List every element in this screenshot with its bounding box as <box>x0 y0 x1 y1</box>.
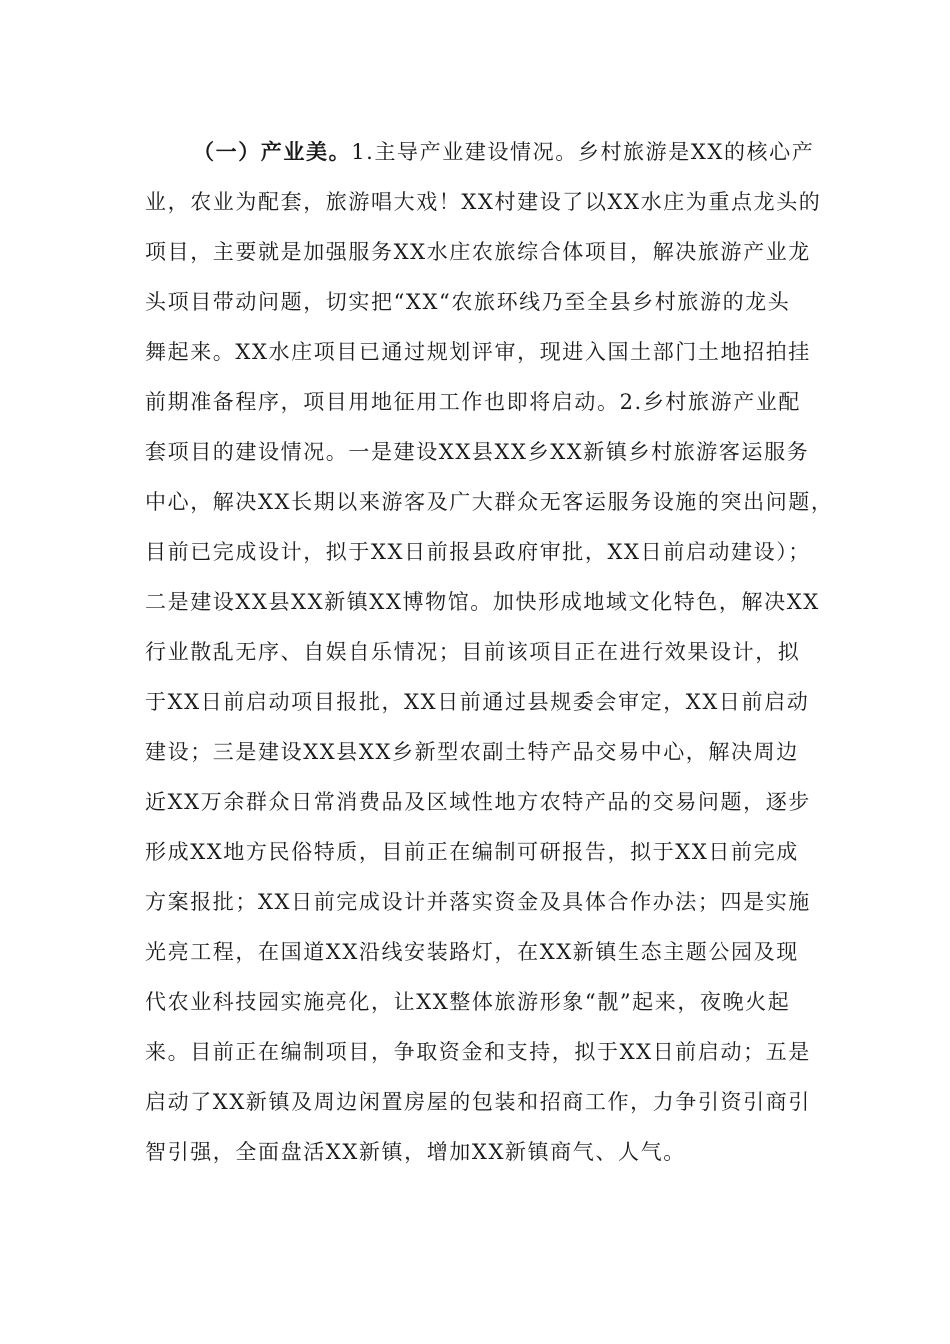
paragraph-line: 业，农业为配套，旅游唱大戏！XX村建设了以XX水庄为重点龙头的 <box>145 190 822 214</box>
paragraph-line: 于XX日前启动项目报批，XX日前通过县规委会审定，XX日前启动 <box>145 690 810 714</box>
paragraph-line: 智引强，全面盘活XX新镇，增加XX新镇商气、人气。 <box>145 1140 686 1164</box>
paragraph-line: 方案报批；XX日前完成设计并落实资金及具体合作办法；四是实施 <box>145 890 811 914</box>
paragraph-line: 目前已完成设计，拟于XX日前报县政府审批，XX日前启动建设）； <box>145 540 811 564</box>
paragraph-line: 启动了XX新镇及周边闲置房屋的包装和招商工作，力争引资引商引 <box>145 1090 811 1114</box>
paragraph-line-1 <box>145 127 845 177</box>
paragraph-line: 行业散乱无序、自娱自乐情况；目前该项目正在进行效果设计，拟 <box>145 640 801 664</box>
paragraph-line: 代农业科技园实施亮化，让XX整体旅游形象“靓”起来，夜晚火起 <box>145 990 791 1014</box>
paragraph-line: 头项目带动问题，切实把“XX“农旅环线乃至全县乡村旅游的龙头 <box>145 290 791 314</box>
first-line-text: 1.主导产业建设情况。乡村旅游是XX的核心产 <box>351 140 815 164</box>
paragraph-line: 项目，主要就是加强服务XX水庄农旅综合体项目，解决旅游产业龙 <box>145 240 811 264</box>
paragraph-line: 舞起来。XX水庄项目已通过规划评审，现进入国土部门土地招拍挂 <box>145 340 811 364</box>
paragraph-line: 中心，解决XX长期以来游客及广大群众无客运服务设施的突出问题， <box>145 490 834 514</box>
paragraph-line: 光亮工程，在国道XX沿线安装路灯，在XX新镇生态主题公园及现 <box>145 940 799 964</box>
paragraph-line: 建设；三是建设XX县XX乡新型农副土特产品交易中心，解决周边 <box>145 740 799 764</box>
paragraph-line: 来。目前正在编制项目，争取资金和支持，拟于XX日前启动；五是 <box>145 1040 811 1064</box>
paragraph-line: 套项目的建设情况。一是建设XX县XX乡XX新镇乡村旅游客运服务 <box>145 440 810 464</box>
paragraph-line: 前期准备程序，项目用地征用工作也即将启动。2.乡村旅游产业配 <box>145 390 802 414</box>
paragraph-line: 二是建设XX县XX新镇XX博物馆。加快形成地域文化特色，解决XX <box>145 590 820 614</box>
paragraph-line: 形成XX地方民俗特质，目前正在编制可研报告，拟于XX日前完成 <box>145 840 799 864</box>
body-paragraph <box>145 127 845 1177</box>
paragraph-line: 近XX万余群众日常消费品及区域性地方农特产品的交易问题，逐步 <box>145 790 811 814</box>
section-heading: （一）产业美。 <box>193 140 352 164</box>
